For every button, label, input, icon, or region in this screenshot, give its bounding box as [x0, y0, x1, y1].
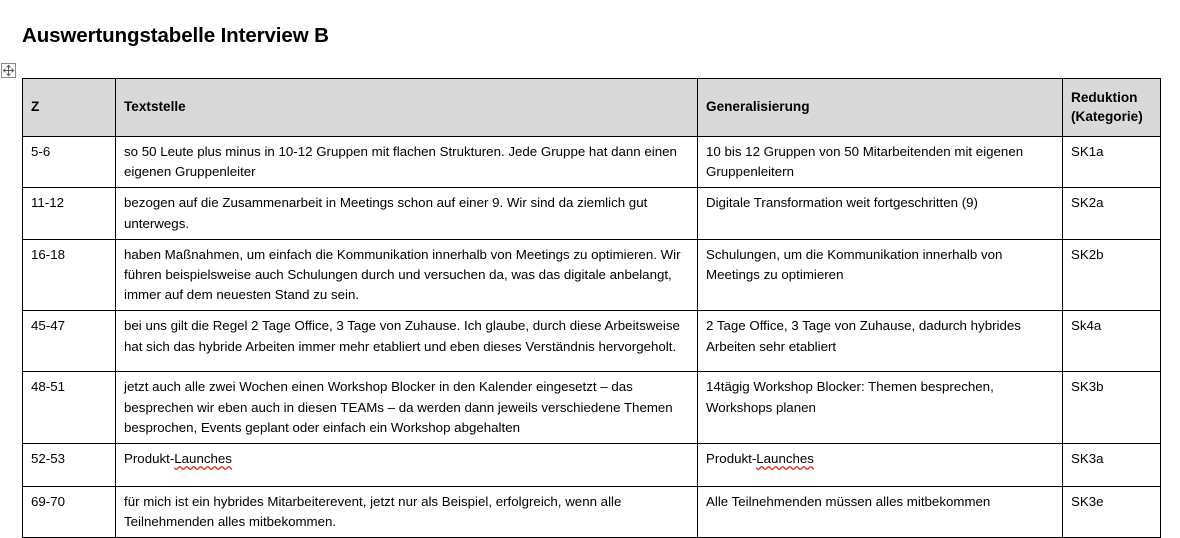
cell-textstelle: so 50 Leute plus minus in 10-12 Gruppen mit flachen Strukturen. Jede Gruppe hat dann einen eigenen Gruppenleiter: [116, 137, 698, 188]
cell-generalisierung: Alle Teilnehmenden müssen alles mitbekommen: [698, 487, 1063, 538]
cell-reduktion: SK3a: [1063, 444, 1161, 487]
table-row: [23, 239, 1161, 311]
cell-generalisierung: 14tägig Workshop Blocker: Themen besprechen, Workshops planen: [698, 372, 1063, 444]
cell-z: 45-47: [23, 311, 116, 372]
cell-textstelle: für mich ist ein hybrides Mitarbeiterevent, jetzt nur als Beispiel, erfolgreich, wenn alle Teilnehmenden alles mitbekommen.: [116, 487, 698, 538]
cell-z: 52-53: [23, 444, 116, 487]
cell-z: 48-51: [23, 372, 116, 444]
cell-reduktion: SK2b: [1063, 239, 1161, 311]
spellcheck-misspelled-word[interactable]: Launches: [174, 451, 232, 467]
cell-z: 5-6: [23, 137, 116, 188]
cell-textstelle: bei uns gilt die Regel 2 Tage Office, 3 Tage von Zuhause. Ich glaube, durch diese Arbeitsweise hat sich das hybride Arbeiten immer mehr etabliert und eben dieses Verständnis hervorgeholt.: [116, 311, 698, 372]
cell-reduktion: SK3b: [1063, 372, 1161, 444]
column-header-z: Z: [23, 79, 116, 137]
column-header-reduktion: [1063, 79, 1161, 137]
cell-generalisierung: 2 Tage Office, 3 Tage von Zuhause, dadurch hybrides Arbeiten sehr etabliert: [698, 311, 1063, 372]
table-row: [23, 311, 1161, 372]
cell-generalisierung: Schulungen, um die Kommunikation innerhalb von Meetings zu optimieren: [698, 239, 1063, 311]
cell-generalisierung: [698, 444, 1063, 487]
cell-generalisierung: Digitale Transformation weit fortgeschritten (9): [698, 188, 1063, 239]
column-header-reduktion-line1: Reduktion: [1071, 90, 1138, 106]
cell-textstelle: bezogen auf die Zusammenarbeit in Meetings schon auf einer 9. Wir sind da ziemlich gut unterwegs.: [116, 188, 698, 239]
table-row: [23, 137, 1161, 188]
cell-reduktion: SK1a: [1063, 137, 1161, 188]
cell-textstelle: haben Maßnahmen, um einfach die Kommunikation innerhalb von Meetings zu optimieren. Wir führen beispielsweise auch Schulungen durch und versuchen da, was das digitale anbelangt, immer auf dem neuesten Stand zu sein.: [116, 239, 698, 311]
cell-textstelle-prefix: Produkt-: [124, 451, 175, 467]
table-row: [23, 372, 1161, 444]
column-header-textstelle: Textstelle: [116, 79, 698, 137]
cell-z: 11-12: [23, 188, 116, 239]
cell-reduktion: SK3e: [1063, 487, 1161, 538]
page-title: Auswertungstabelle Interview B: [22, 23, 329, 47]
column-header-generalisierung: Generalisierung: [698, 79, 1063, 137]
four-way-arrow-icon: [2, 64, 15, 77]
table-row: [23, 487, 1161, 538]
cell-textstelle: jetzt auch alle zwei Wochen einen Workshop Blocker in den Kalender eingesetzt – das besprechen wir eben auch in diesen TEAMs – da werden dann jeweils verschiedene Themen besprochen, Events geplant oder einfach ein Workshop abgehalten: [116, 372, 698, 444]
cell-z: 69-70: [23, 487, 116, 538]
column-header-reduktion-line2: (Kategorie): [1071, 108, 1143, 124]
table-header-row: [23, 79, 1161, 137]
cell-reduktion: Sk4a: [1063, 311, 1161, 372]
table-row: [23, 444, 1161, 487]
spellcheck-misspelled-word[interactable]: Launches: [756, 451, 814, 467]
table-row: [23, 188, 1161, 239]
cell-generalisierung: 10 bis 12 Gruppen von 50 Mitarbeitenden mit eigenen Gruppenleitern: [698, 137, 1063, 188]
evaluation-table-container: [22, 78, 1160, 538]
cell-reduktion: SK2a: [1063, 188, 1161, 239]
cell-textstelle: [116, 444, 698, 487]
table-move-handle-icon[interactable]: [1, 63, 16, 78]
cell-generalisierung-prefix: Produkt-: [706, 451, 757, 467]
evaluation-table: [22, 78, 1161, 538]
cell-z: 16-18: [23, 239, 116, 311]
